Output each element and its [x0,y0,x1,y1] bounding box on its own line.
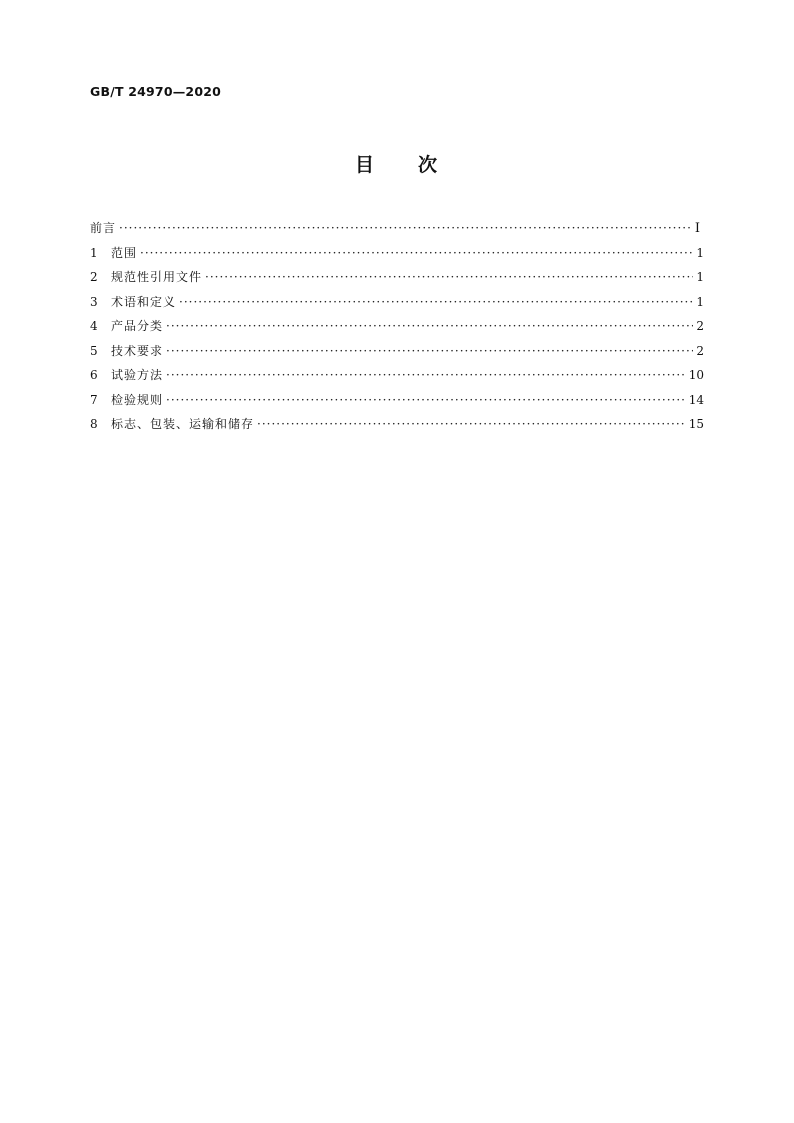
toc-entry-label: 技术要求 [111,343,164,358]
toc-leader-dots [119,216,692,241]
toc-entry-product-classification[interactable] [90,314,704,339]
toc-entry-page: 1 [696,245,704,260]
toc-entry-label: 范围 [111,245,138,260]
toc-entry-label: 标志、包装、运输和储存 [111,417,255,431]
toc-entry-number: 6 [90,368,98,382]
toc-entry-page: 15 [688,417,704,431]
toc-entry-label: 前言 [90,221,117,235]
toc-entry-page: 1 [696,270,704,284]
page-title [0,150,794,177]
toc-entry-label: 检验规则 [111,392,164,407]
standard-code: GB/T 24970—2020 [90,84,222,99]
title-char-2: 次 [418,154,440,176]
toc-leader-dots [205,265,693,290]
toc-entry-page: 10 [688,368,704,382]
toc-entry-scope[interactable] [90,241,704,266]
toc-leader-dots [257,412,686,437]
toc-entry-number: 5 [90,343,98,358]
toc-entry-number: 8 [90,417,98,431]
toc-entry-marking-packaging[interactable] [90,412,704,437]
table-of-contents [90,216,704,437]
toc-entry-number: 1 [90,245,98,260]
toc-entry-label: 术语和定义 [111,294,177,309]
toc-entry-number: 2 [90,270,98,284]
toc-entry-label: 产品分类 [111,319,164,333]
toc-entry-inspection-rules[interactable] [90,388,704,413]
toc-entry-number: 4 [90,319,98,333]
toc-entry-page: 1 [696,294,704,309]
toc-entry-page: 2 [696,343,704,358]
toc-leader-dots [166,388,686,413]
toc-entry-label: 试验方法 [111,368,164,382]
toc-entry-page: 14 [688,392,704,407]
toc-entry-page: I [694,221,700,236]
toc-leader-dots [166,339,693,364]
toc-entry-foreword[interactable] [90,216,704,241]
title-char-1: 目 [354,154,376,176]
toc-leader-dots [179,290,693,315]
toc-entry-normative-references[interactable] [90,265,704,290]
toc-entry-number: 7 [90,392,98,407]
toc-entry-number: 3 [90,294,98,309]
toc-entry-test-methods[interactable] [90,363,704,388]
toc-leader-dots [166,363,686,388]
toc-entry-terms-definitions[interactable] [90,290,704,315]
toc-leader-dots [140,241,693,266]
toc-entry-label: 规范性引用文件 [111,270,203,284]
toc-leader-dots [166,314,693,339]
toc-entry-technical-requirements[interactable] [90,339,704,364]
toc-entry-page: 2 [696,319,704,333]
